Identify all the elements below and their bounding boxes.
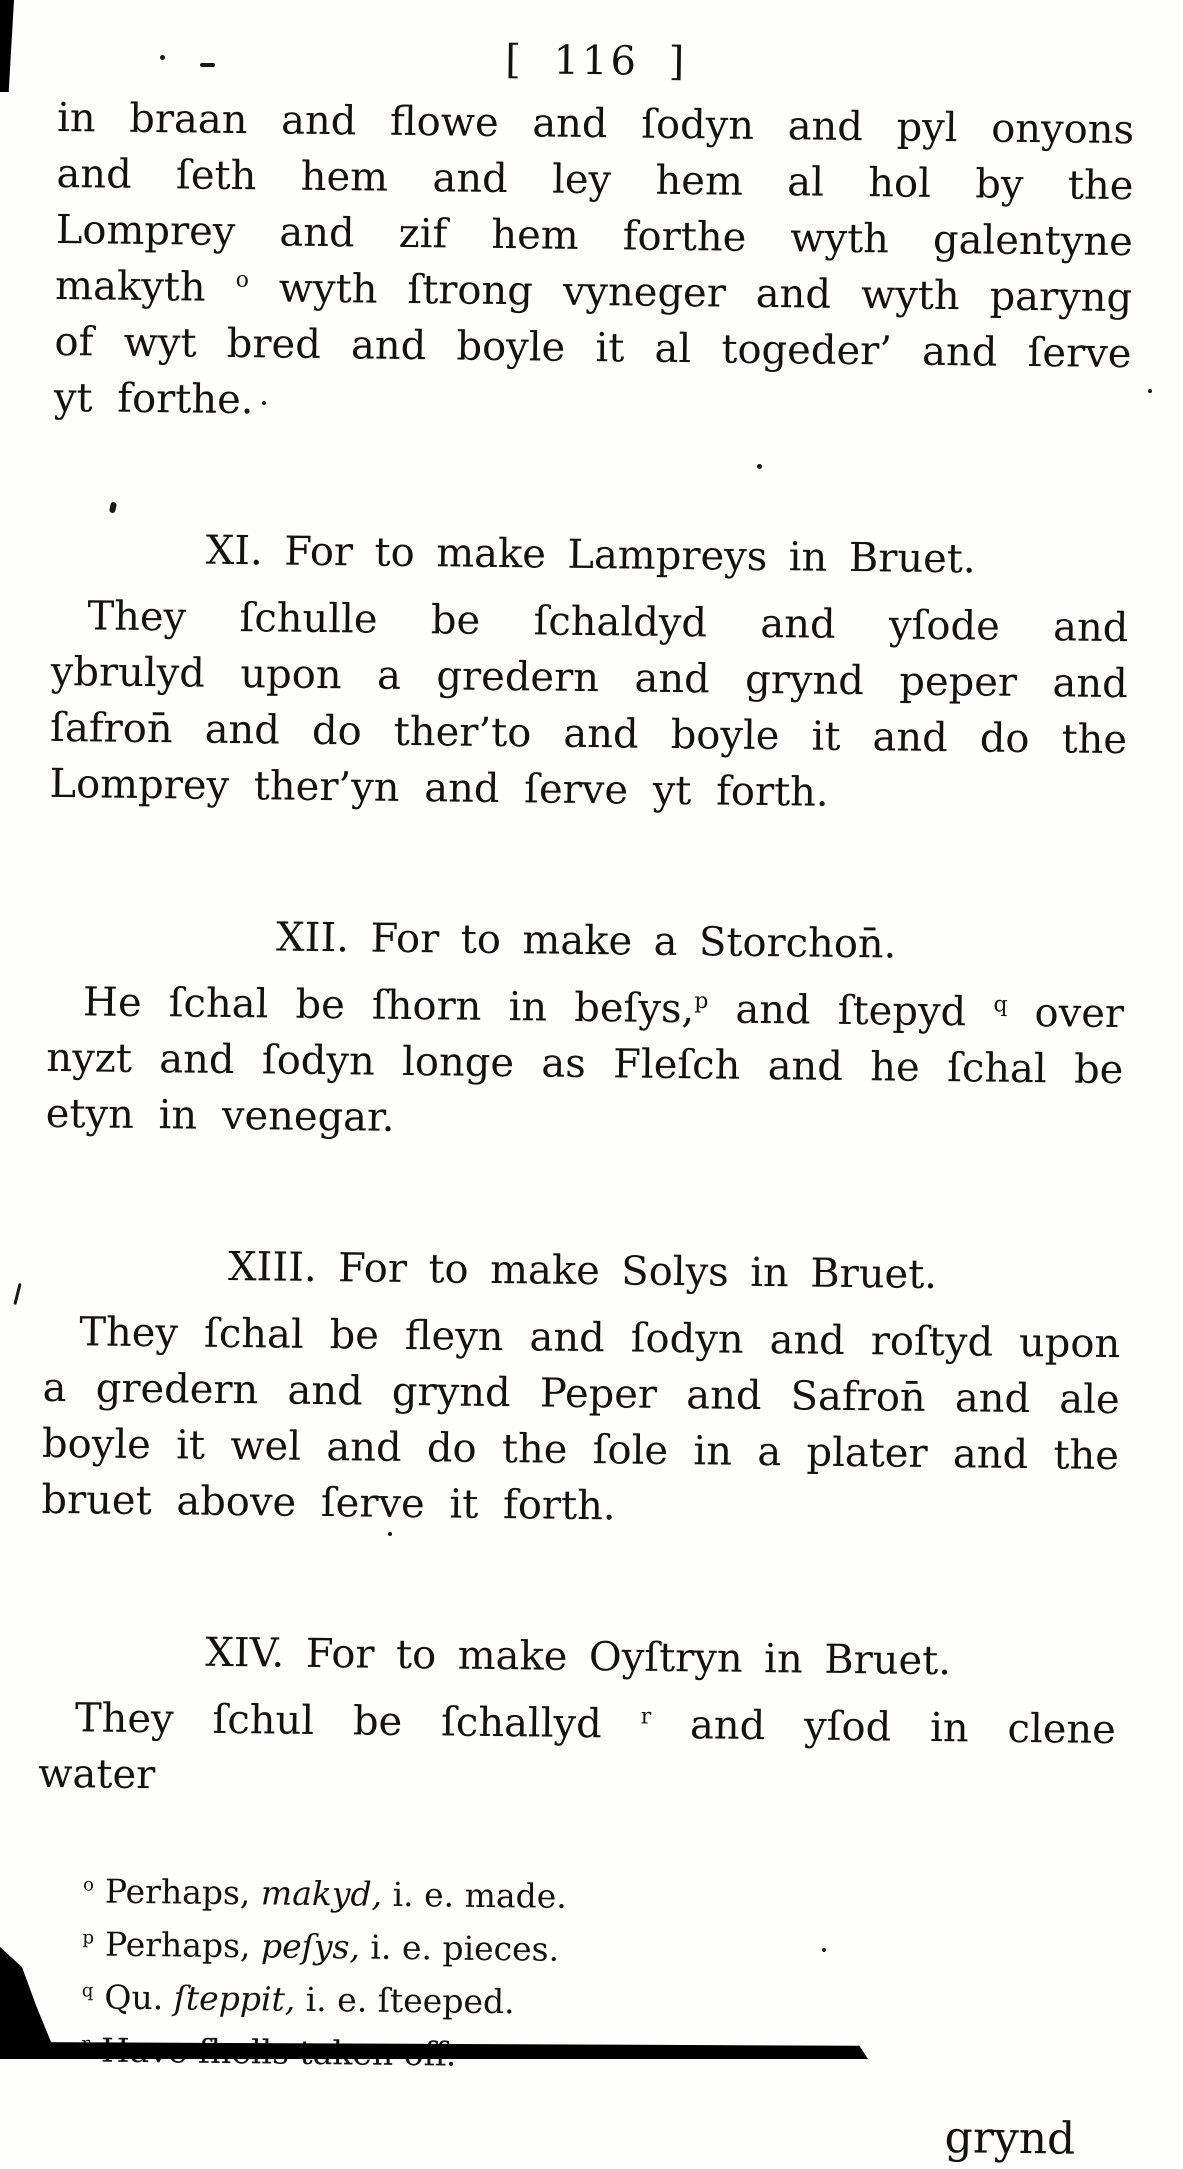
- footnote-term: peſys,: [261, 1926, 360, 1966]
- recipe-heading: XI. For to make Lampreys in Bruet.: [52, 520, 1130, 590]
- recipe-body: They ſchul be ſchallyd $^r$ and yſod in clene water: [38, 1690, 1116, 1814]
- catchword: grynd: [34, 2100, 1112, 2168]
- footnote-text: Perhaps,: [105, 1925, 261, 1966]
- ink-speck: [388, 1532, 392, 1536]
- ink-speck: [822, 1948, 826, 1952]
- footnote-term: ſteppit,: [173, 1978, 295, 2018]
- ink-speck: [160, 55, 165, 60]
- recipe-heading: XIV. For to make Oyſtryn in Bruet.: [39, 1622, 1117, 1692]
- recipe-heading: XIII. For to make Solys in Bruet.: [44, 1236, 1122, 1306]
- ink-speck: [200, 63, 215, 67]
- ink-speck: [757, 464, 762, 469]
- recipe-heading: XII. For to make a Storchon̄.: [48, 906, 1126, 976]
- page-number: [ 116 ]: [58, 26, 1136, 96]
- footnote-text: i. e. made.: [382, 1875, 567, 1916]
- footnote-marker: p: [82, 1927, 94, 1948]
- recipe-body: He ſchal be ſhorn in beſys,$^p$ and ſtepyd $^q$ over nyzt and ſodyn longe as Fleſch and he ſchal be etyn in venegar.: [45, 974, 1124, 1154]
- footnote-marker: q: [82, 1980, 94, 2001]
- footnote-text: Perhaps,: [105, 1872, 261, 1913]
- footnote-marker: o: [83, 1874, 94, 1895]
- recipe-body: They ſchulle be ſchaldyd and yſode and ybrulyd upon a gredern and grynd peper and ſafron̄ and do ther’to and boyle it and do the Lomprey ther’yn and ſerve yt forth.: [49, 588, 1128, 824]
- recipe-body: They ſchal be fleyn and ſodyn and roſtyd upon a gredern and grynd Peper and Safron̄ and ale boyle it wel and do the ſole in a plater and the bruet above ſerve it forth.: [41, 1304, 1120, 1540]
- footnote-text: i. e. pieces.: [360, 1928, 560, 1969]
- intro-paragraph: in braan and flowe and ſodyn and pyl onyons and ſeth hem and ley hem al hol by the Lomprey and zif hem forthe wyth galentyne makyth $^o$ wyth ſtrong vyneger and wyth paryng of wyt bred and boyle it al togeder’ and ſerve yt forthe.: [54, 90, 1135, 438]
- footnote-text: Qu.: [104, 1978, 174, 2018]
- recipe-section-xiv: [38, 1622, 1117, 1814]
- footnote-term: makyd,: [261, 1873, 383, 1913]
- ink-speck: [262, 401, 266, 405]
- recipe-section-xi: [49, 520, 1129, 824]
- footnote-text: i. e. ſteeped.: [295, 1980, 515, 2021]
- recipe-section-xiii: [41, 1236, 1121, 1540]
- recipe-section-xii: [45, 906, 1125, 1154]
- ink-speck: [1148, 389, 1152, 393]
